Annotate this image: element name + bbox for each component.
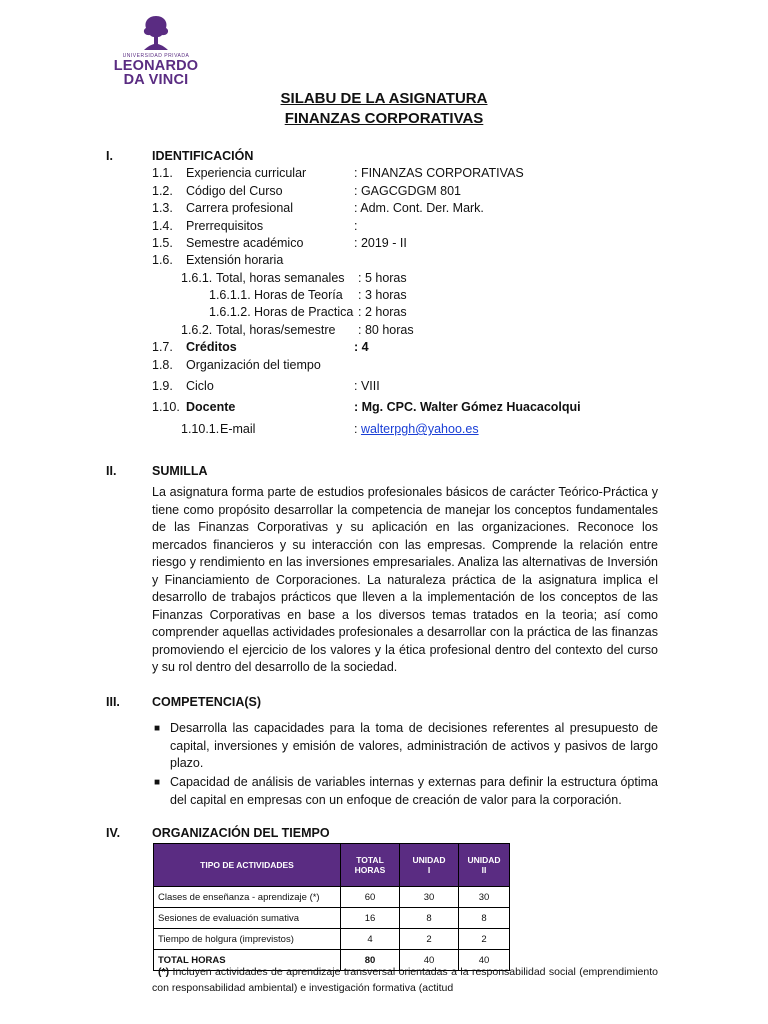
header-unit1-line2: I — [427, 865, 431, 875]
item-value: : Adm. Cont. Der. Mark. — [354, 201, 484, 215]
section-4-title: ORGANIZACIÓN DEL TIEMPO — [152, 826, 330, 840]
item-number: 1.6.2. — [181, 323, 213, 337]
item-label: Total, horas/semestre — [216, 323, 336, 337]
item-value: : Mg. CPC. Walter Gómez Huacacolqui — [354, 400, 581, 414]
item-label: Experiencia curricular — [186, 166, 307, 180]
item-number: 1.2. — [152, 184, 173, 198]
competence-item-1 — [152, 720, 658, 773]
header-unit1-line1: UNIDAD — [412, 855, 446, 865]
cell-unit-2: 8 — [459, 908, 510, 929]
item-number: 1.9. — [152, 379, 173, 393]
competence-text: Capacidad de análisis de variables internas y externas para definir la estructura óptima del capital en empresas con un enfoque de creación de valor para la corporación. — [170, 775, 658, 807]
cell-total: 80 — [341, 950, 400, 971]
cell-unit-1: 30 — [400, 887, 459, 908]
item-number: 1.4. — [152, 219, 173, 233]
competence-item-2 — [152, 774, 658, 809]
cell-activity: Clases de enseñanza - aprendizaje (*) — [154, 887, 341, 908]
header-unit-2 — [459, 844, 510, 887]
email-link[interactable]: walterpgh@yahoo.es — [360, 422, 479, 436]
item-value: : — [354, 219, 358, 233]
header-total-line1: TOTAL — [356, 855, 384, 865]
table-row — [154, 908, 510, 929]
logo-name-line1: LEONARDO — [113, 58, 199, 74]
time-organization-table — [153, 843, 510, 971]
section-1-title: IDENTIFICACIÓN — [152, 149, 254, 163]
footnote-text: Incluyen actividades de aprendizaje transversal orientadas a la responsabilidad social (emprendimiento con responsabilidad ambiental) e investigación formativa (actitud — [152, 966, 658, 994]
logo-university-label: UNIVERSIDAD PRIVADA — [122, 53, 190, 59]
header-total-hours — [341, 844, 400, 887]
item-label: Créditos — [186, 340, 237, 354]
cell-unit-1: 8 — [400, 908, 459, 929]
competence-text: Desarrolla las capacidades para la toma de decisiones referentes al presupuesto de capital, inversiones y emisión de valores, administración de activos y pasivos de largo plazo. — [170, 721, 658, 770]
cell-activity: Sesiones de evaluación sumativa — [154, 908, 341, 929]
cell-unit-2: 40 — [459, 950, 510, 971]
table-footnote — [152, 964, 658, 996]
cell-unit-1: 40 — [400, 950, 459, 971]
cell-total: 4 — [341, 929, 400, 950]
section-2-number: II. — [106, 464, 117, 478]
item-number: 1.10.1. — [181, 422, 220, 436]
item-label: Prerrequisitos — [186, 219, 264, 233]
table-row — [154, 887, 510, 908]
item-value: : 4 — [354, 340, 369, 354]
cell-total: 16 — [341, 908, 400, 929]
header-unit2-line1: UNIDAD — [467, 855, 501, 865]
item-number: 1.10. — [152, 400, 180, 414]
university-logo — [96, 12, 216, 92]
item-number: 1.3. — [152, 201, 173, 215]
cell-unit-1: 2 — [400, 929, 459, 950]
item-label: Ciclo — [186, 379, 214, 393]
section-1-number: I. — [106, 149, 113, 163]
item-number: 1.6.1.1. — [209, 288, 251, 302]
item-value: : FINANZAS CORPORATIVAS — [354, 166, 524, 180]
item-number: 1.1. — [152, 166, 173, 180]
item-number: 1.8. — [152, 358, 173, 372]
item-value: : 80 horas — [358, 323, 414, 337]
item-value — [354, 422, 479, 436]
table-row — [154, 929, 510, 950]
item-value: : 5 horas — [358, 271, 407, 285]
cell-total: 60 — [341, 887, 400, 908]
item-value: : VIII — [354, 379, 380, 393]
document-title-line2: FINANZAS CORPORATIVAS — [284, 110, 484, 127]
item-number: 1.6. — [152, 253, 173, 267]
header-unit2-line2: II — [481, 865, 487, 875]
cell-activity: Tiempo de holgura (imprevistos) — [154, 929, 341, 950]
item-label: Código del Curso — [186, 184, 283, 198]
item-value: : 2019 - II — [354, 236, 407, 250]
item-value: : GAGCGDGM 801 — [354, 184, 461, 198]
table-header-row — [154, 844, 510, 887]
item-label: Extensión horaria — [186, 253, 284, 267]
item-label: Organización del tiempo — [186, 358, 321, 372]
item-label: Docente — [186, 400, 236, 414]
item-value: : 3 horas — [358, 288, 407, 302]
logo-name-line2: DA VINCI — [123, 72, 189, 88]
bullet-square-icon: ■ — [154, 723, 161, 734]
cell-unit-2: 30 — [459, 887, 510, 908]
item-value: : 2 horas — [358, 305, 407, 319]
sumilla-paragraph: La asignatura forma parte de estudios profesionales básicos de carácter Teórico-Práctica y tiene como propósito desarrollar la competencia de manejar los conceptos fundamentales de las Finanzas Corporativas y su aplicación en las organizaciones. Reconoce los mercados financieros y su interacción con las empresas. Comprende la relación entre riesgo y rendimiento en las inversiones empresariales. Analiza las alternativas de Inversión y Financiamiento de Corporaciones. La naturaleza práctica de la asignatura implica el desarrollo de trabajos prácticos que lleven a la implementación de los conceptos de las Finanzas Corporativas en base a los diversos temas tratados en la teoria; así como comprender aquellas actividades profesionales a desarrollar con la práctica de las finanzas promoviendo el ejercicio de los valores y la ética profesional dentro del contexto del curso y su rol dentro del desarrollo de la sociedad. — [152, 485, 658, 674]
tree-hands-icon — [136, 12, 176, 52]
bullet-square-icon: ■ — [154, 777, 161, 788]
cell-unit-2: 2 — [459, 929, 510, 950]
item-number: 1.5. — [152, 236, 173, 250]
item-label: Horas de Teoría — [254, 288, 343, 302]
section-3-number: III. — [106, 695, 120, 709]
item-label: E-mail — [220, 422, 256, 436]
item-number: 1.6.1. — [181, 271, 213, 285]
section-4-number: IV. — [106, 826, 121, 840]
item-label: Semestre académico — [186, 236, 304, 250]
header-activity-type: TIPO DE ACTIVIDADES — [154, 844, 341, 887]
section-3-title: COMPETENCIA(S) — [152, 695, 262, 709]
section-2-title: SUMILLA — [152, 464, 208, 478]
cell-activity: TOTAL HORAS — [154, 950, 341, 971]
item-number: 1.7. — [152, 340, 173, 354]
item-label: Total, horas semanales — [216, 271, 345, 285]
header-total-line2: HORAS — [354, 865, 386, 875]
email-prefix: : — [354, 422, 361, 436]
document-title-line1: SILABU DE LA ASIGNATURA — [280, 90, 488, 107]
footnote-mark: (*) — [158, 966, 170, 978]
item-label: Carrera profesional — [186, 201, 293, 215]
item-label: Horas de Practica — [254, 305, 354, 319]
item-number: 1.6.1.2. — [209, 305, 251, 319]
header-unit-1 — [400, 844, 459, 887]
